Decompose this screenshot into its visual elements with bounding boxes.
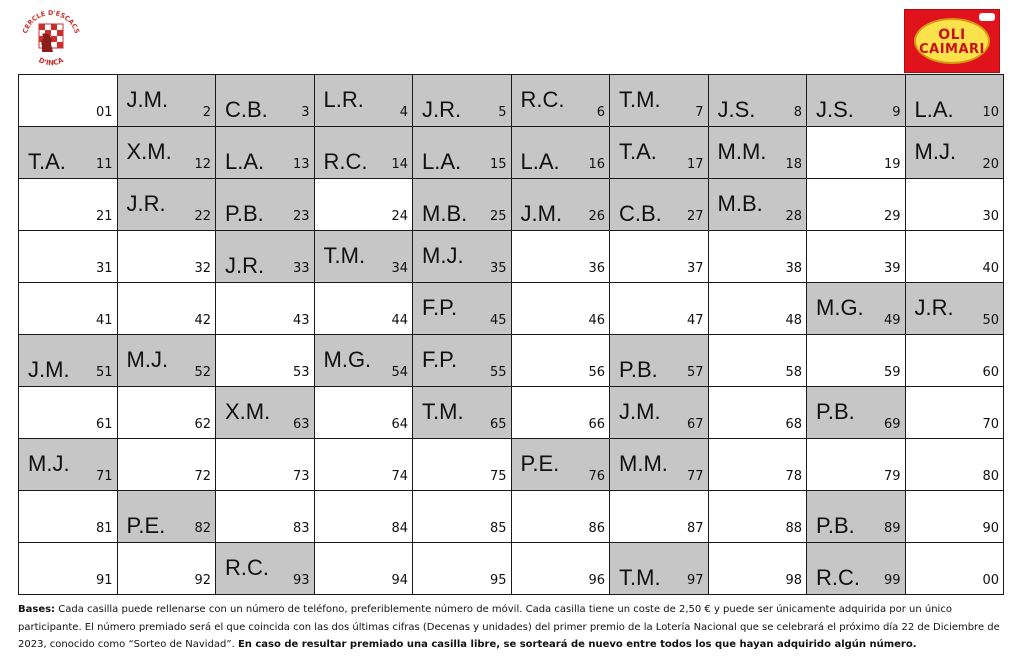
cell-number: 32 [194,261,211,276]
grid-row [19,387,1004,439]
grid-cell[interactable] [413,439,512,491]
cell-number: 10 [982,105,999,120]
grid-row [19,75,1004,127]
cell-number: 72 [194,469,211,484]
grid-cell[interactable] [807,387,906,439]
cell-number: 56 [588,365,605,380]
logo-badge [979,13,995,21]
grid-cell[interactable] [511,543,610,595]
cell-number: 01 [95,105,113,120]
grid-cell[interactable] [905,179,1004,231]
rules-label: Bases: [18,604,56,615]
cell-number: 44 [391,313,408,328]
cell-initials: L.A. [225,149,265,174]
grid-cell[interactable] [413,75,512,127]
cell-number: 50 [982,313,999,328]
grid-cell[interactable] [314,283,413,335]
grid-cell[interactable] [19,387,118,439]
grid-cell[interactable] [708,439,807,491]
grid-row [19,127,1004,179]
cell-number: 59 [883,365,901,380]
grid-row [19,491,1004,543]
grid-cell[interactable] [117,491,216,543]
cell-number: 90 [982,521,999,536]
cell-number: 27 [686,209,704,224]
cell-initials: M.G. [816,295,864,320]
grid-row [19,543,1004,595]
grid-cell[interactable] [610,543,709,595]
grid-cell[interactable] [19,179,118,231]
cell-initials: F.P. [422,295,458,320]
cell-number: 95 [489,573,507,588]
cell-initials: F.P. [422,347,458,372]
grid-cell[interactable] [807,543,906,595]
grid-cell[interactable] [314,179,413,231]
cell-initials: J.M. [126,87,169,112]
cell-number: 17 [686,157,704,172]
grid-cell[interactable] [117,335,216,387]
grid-cell[interactable] [19,127,118,179]
grid-cell[interactable] [807,335,906,387]
cell-number: 87 [686,521,704,536]
grid-cell[interactable] [216,283,315,335]
cell-number: 98 [785,573,802,588]
cell-number: 00 [982,573,999,588]
grid-cell[interactable] [216,543,315,595]
grid-cell[interactable] [117,439,216,491]
cell-initials: R.C. [520,87,565,112]
cell-number: 21 [95,209,113,224]
grid-cell[interactable] [905,283,1004,335]
cell-initials: M.M. [619,451,668,476]
cell-initials: L.A. [422,149,462,174]
grid-cell[interactable] [413,335,512,387]
cell-number: 54 [391,365,408,380]
cell-initials: J.S. [717,97,756,122]
grid-cell[interactable] [413,283,512,335]
cell-initials: M.J. [126,347,169,372]
cell-number: 81 [95,521,113,536]
grid-cell[interactable] [511,439,610,491]
cell-number: 49 [883,313,901,328]
cell-number: 84 [391,521,408,536]
cell-number: 37 [686,261,704,276]
grid-cell[interactable] [905,127,1004,179]
grid-cell[interactable] [216,491,315,543]
grid-cell[interactable] [19,543,118,595]
cell-number: 47 [686,313,704,328]
cell-number: 57 [686,365,704,380]
cell-number: 36 [588,261,605,276]
grid-cell[interactable] [610,335,709,387]
cell-initials: P.E. [126,513,166,538]
cell-initials: M.M. [717,139,767,164]
cell-number: 2 [202,105,211,120]
cell-initials: T.M. [422,399,464,424]
grid-cell[interactable] [314,335,413,387]
grid-cell[interactable] [708,179,807,231]
grid-cell[interactable] [117,179,216,231]
cell-initials: P.B. [816,399,855,424]
cell-number: 65 [489,417,507,432]
rules-text [18,601,1008,654]
svg-text:CERCLE D'ESCACS: CERCLE D'ESCACS [20,8,82,35]
grid-cell[interactable] [314,387,413,439]
grid-row [19,335,1004,387]
cell-number: 58 [785,365,802,380]
cell-initials: J.R. [914,295,954,320]
cell-number: 38 [785,261,802,276]
cell-initials: M.G. [323,347,372,372]
cell-number: 24 [391,209,408,224]
cell-number: 43 [292,313,310,328]
cell-initials: R.C. [225,555,269,580]
cell-number: 3 [301,105,310,120]
grid-cell[interactable] [610,439,709,491]
cell-number: 39 [883,261,901,276]
grid-cell[interactable] [117,75,216,127]
rules-body: Cada casilla puede rellenarse con un número de teléfono, preferiblemente número de móvil. Cada casilla tiene un coste de 2,50 € y puede ser únicamente adquirida por un único participante. El número premiado será el que coincida con las dos últimas cifras (Decenas y unidades) del primer premio de la Lotería Nacional que se celebrará el próximo día 22 de Diciembre de 2023, conocido como “Sorteo de Navidad”. [18,604,1000,650]
grid-cell[interactable] [19,439,118,491]
cell-initials: P.E. [520,451,560,476]
rules-bold-tail: En caso de resultar premiado una casilla libre, se sorteará de nuevo entre todos los que hayan adquirido algún número. [237,639,917,650]
cell-number: 7 [695,105,704,120]
grid-cell[interactable] [314,543,413,595]
grid-row [19,179,1004,231]
cell-number: 82 [194,521,211,536]
grid-cell[interactable] [314,127,413,179]
cell-number: 97 [686,573,704,588]
cell-number: 19 [883,157,901,172]
grid-cell[interactable] [314,231,413,283]
cell-number: 30 [982,209,999,224]
grid-cell[interactable] [905,439,1004,491]
cell-initials: M.B. [422,201,468,226]
club-logo [18,8,84,70]
grid-cell[interactable] [708,387,807,439]
cell-number: 93 [292,573,310,588]
cell-number: 71 [95,469,113,484]
grid-cell[interactable] [708,75,807,127]
grid-cell[interactable] [610,491,709,543]
cell-number: 64 [391,417,408,432]
cell-initials: J.S. [816,97,854,122]
cell-initials: J.M. [28,357,70,382]
grid-row [19,439,1004,491]
grid-cell[interactable] [905,387,1004,439]
grid-cell[interactable] [216,75,315,127]
cell-number: 76 [588,469,605,484]
grid-cell[interactable] [216,335,315,387]
cell-initials: T.M. [619,565,661,590]
grid-cell[interactable] [314,491,413,543]
cell-number: 96 [588,573,605,588]
grid-cell[interactable] [314,439,413,491]
cell-number: 42 [194,313,211,328]
grid-cell[interactable] [19,231,118,283]
grid-row [19,231,1004,283]
grid-cell[interactable] [216,387,315,439]
cell-number: 85 [489,521,507,536]
grid-cell[interactable] [511,491,610,543]
grid-cell[interactable] [413,231,512,283]
grid-cell[interactable] [511,335,610,387]
cell-number: 61 [95,417,113,432]
cell-number: 70 [982,417,999,432]
cell-initials: M.J. [28,451,70,476]
cell-number: 60 [982,365,999,380]
cell-number: 88 [785,521,802,536]
grid-cell[interactable] [216,439,315,491]
cell-number: 67 [686,417,704,432]
cell-number: 25 [489,209,507,224]
grid-cell[interactable] [708,491,807,543]
logo-line2: CAIMARI [919,42,985,57]
cell-initials: T.A. [619,139,657,164]
cell-initials: T.A. [28,149,66,174]
cell-number: 35 [489,261,507,276]
cell-number: 15 [489,157,507,172]
cell-number: 48 [785,313,802,328]
cell-initials: M.J. [914,139,957,164]
cell-number: 4 [399,105,408,120]
grid-cell[interactable] [19,283,118,335]
cell-initials: J.M. [520,201,563,226]
grid-cell[interactable] [314,75,413,127]
grid-cell[interactable] [511,75,610,127]
grid-cell[interactable] [708,543,807,595]
cell-initials: T.M. [619,87,661,112]
cell-number: 83 [292,521,310,536]
grid-cell[interactable] [807,75,906,127]
cell-initials: J.M. [619,399,661,424]
grid-cell[interactable] [117,127,216,179]
grid-cell[interactable] [19,491,118,543]
grid-cell[interactable] [807,439,906,491]
grid-cell[interactable] [807,231,906,283]
grid-cell[interactable] [511,179,610,231]
cell-initials: C.B. [225,97,268,122]
grid-cell[interactable] [905,335,1004,387]
grid-cell[interactable] [511,283,610,335]
cell-initials: M.J. [422,243,464,268]
grid-cell[interactable] [807,179,906,231]
cell-number: 29 [883,209,901,224]
grid-cell[interactable] [19,75,118,127]
grid-cell[interactable] [511,387,610,439]
grid-cell[interactable] [610,231,709,283]
cell-number: 9 [892,105,901,120]
cell-number: 52 [194,365,211,380]
grid-cell[interactable] [905,231,1004,283]
grid-cell[interactable] [905,543,1004,595]
cell-number: 11 [95,157,113,172]
cell-number: 94 [391,573,408,588]
cell-number: 74 [391,469,408,484]
grid-cell[interactable] [413,179,512,231]
cell-number: 28 [785,209,802,224]
cell-number: 23 [292,209,310,224]
grid-cell[interactable] [117,231,216,283]
cell-number: 68 [785,417,802,432]
cell-number: 53 [292,365,310,380]
cell-number: 63 [292,417,310,432]
grid-cell[interactable] [511,231,610,283]
cell-number: 89 [883,521,901,536]
cell-initials: R.C. [323,149,368,174]
cell-number: 45 [489,313,507,328]
cell-number: 41 [95,313,113,328]
grid-cell[interactable] [807,127,906,179]
grid-cell[interactable] [117,387,216,439]
cell-number: 80 [982,469,999,484]
cell-number: 69 [883,417,901,432]
grid-cell[interactable] [413,387,512,439]
cell-number: 77 [686,469,704,484]
grid-cell[interactable] [905,75,1004,127]
grid-cell[interactable] [610,387,709,439]
grid-cell[interactable] [117,283,216,335]
grid-cell[interactable] [610,179,709,231]
grid-cell[interactable] [511,127,610,179]
cell-number: 75 [489,469,507,484]
svg-text:D'INCA: D'INCA [37,56,65,68]
grid-cell[interactable] [19,335,118,387]
cell-number: 79 [883,469,901,484]
cell-number: 55 [489,365,507,380]
cell-number: 26 [588,209,605,224]
grid-row [19,283,1004,335]
grid-cell[interactable] [807,283,906,335]
cell-number: 18 [785,157,802,172]
cell-initials: P.B. [816,513,855,538]
grid-cell[interactable] [610,75,709,127]
grid-cell[interactable] [610,283,709,335]
raffle-grid [18,74,1004,595]
grid-cell[interactable] [905,491,1004,543]
cell-number: 62 [194,417,211,432]
cell-number: 73 [292,469,310,484]
grid-cell[interactable] [708,127,807,179]
grid-cell[interactable] [216,127,315,179]
cell-initials: P.B. [225,201,264,226]
cell-initials: L.R. [323,87,364,112]
cell-number: 14 [391,157,408,172]
cell-number: 66 [588,417,605,432]
cell-initials: L.A. [520,149,560,174]
grid-cell[interactable] [413,491,512,543]
cell-number: 46 [588,313,605,328]
cell-initials: J.R. [422,97,462,122]
cell-initials: M.B. [717,191,763,216]
logo-line1: OLI [938,27,966,43]
cell-number: 40 [982,261,999,276]
cell-number: 51 [95,365,113,380]
cell-number: 92 [194,573,211,588]
grid-cell[interactable] [708,231,807,283]
grid-cell[interactable] [610,127,709,179]
cell-initials: R.C. [816,565,860,590]
cell-initials: T.M. [323,243,366,268]
grid-cell[interactable] [413,543,512,595]
cell-number: 33 [292,261,310,276]
cell-number: 5 [498,105,507,120]
grid-cell[interactable] [117,543,216,595]
cell-initials: J.R. [225,253,265,278]
cell-initials: P.B. [619,357,658,382]
grid-cell[interactable] [216,179,315,231]
cell-number: 86 [588,521,605,536]
cell-number: 12 [194,157,211,172]
cell-number: 8 [793,105,802,120]
cell-initials: X.M. [225,399,271,424]
grid-cell[interactable] [216,231,315,283]
grid-cell[interactable] [807,491,906,543]
cell-initials: J.R. [126,191,166,216]
cell-number: 99 [883,573,901,588]
grid-cell[interactable] [413,127,512,179]
grid-cell[interactable] [708,283,807,335]
cell-number: 6 [596,105,605,120]
cell-number: 91 [95,573,113,588]
cell-initials: L.A. [914,97,954,122]
cell-initials: C.B. [619,201,662,226]
cell-number: 34 [391,261,408,276]
grid-cell[interactable] [708,335,807,387]
cell-number: 31 [95,261,113,276]
cell-number: 13 [292,157,310,172]
cell-initials: X.M. [126,139,172,164]
oli-caimari-logo [904,9,1000,73]
cell-number: 20 [982,157,999,172]
cell-number: 16 [588,157,605,172]
cell-number: 22 [194,209,211,224]
cell-number: 78 [785,469,802,484]
